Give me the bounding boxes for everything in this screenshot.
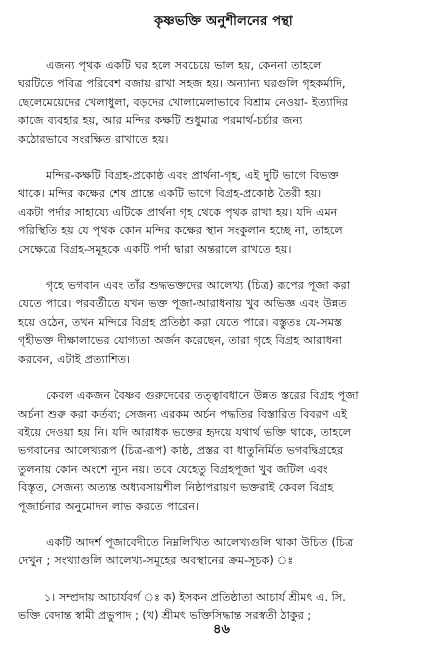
paragraph-line: হয়ে ওঠেন, তখন মন্দিরে বিগ্রহ প্রতিষ্ঠা করা যেতে পারে। বস্তুতঃ যে-সমস্ত [18, 315, 342, 329]
paragraph-line: ছেলেমেয়েদের খেলাধুলা, বড়দের খোলামেলাভাবে বিশ্রাম নেওয়া- ইত্যাদির [18, 95, 348, 109]
paragraph-ideal-altar [18, 534, 429, 571]
paragraph-line: পূজার্চনার অনুমোদন লাভ করতে পারেন। [18, 499, 200, 513]
paragraph-line: একটা পর্দার সাহায্যে এটিকে প্রার্থনা গৃহ থেকে পৃথক রাখা হয়। যদি এমন [18, 205, 338, 219]
paragraph-line: করবেন, এটাই প্রত্যাশিত। [18, 352, 131, 366]
paragraph-line: যেতে পারে। পরবর্তীতে যখন ভক্ত পূজা-আরাধনায় খুব অভিজ্ঞ এবং উন্নত [18, 297, 347, 311]
paragraph-line: দেখুন ; সংখ্যাগুলি আলেখ্য-সমূহের অবস্থানের ক্রম-সূচক) ঃ [18, 554, 294, 568]
paragraph-line: অর্চনা শুরু করা কর্তব্য; সেজন্য এরকম অর্চন পদ্ধতির বিস্তারিত বিবরণ এই [18, 407, 347, 421]
paragraph-line: পরিস্থিতি হয় যে পৃথক কোন মন্দির কক্ষের স্থান সংকুলান হচ্ছে না, তাহলে [18, 224, 343, 238]
paragraph-line: কেবল একজন বৈষ্ণব গুরুদেবের তত্ত্বাবধানে উন্নত স্তরের বিগ্রহ পূজা [46, 389, 359, 403]
paragraph-line: কঠোরভাবে সংরক্ষিত রাখাতে হয়। [18, 132, 169, 146]
paragraph-line: এজন্য পৃথক একটি ঘর হলে সবচেয়ে ভাল হয়, কেননা তাহলে [46, 59, 322, 72]
paragraph-picture-worship [18, 277, 429, 369]
paragraph-temple-room [18, 167, 429, 259]
paragraph-line: থাকে। মন্দির কক্ষের শেষ প্রান্তে একটি ভাগে বিগ্রহ-প্রকোষ্ঠ তৈরী হয়। [18, 187, 322, 201]
page-header-title: কৃষ্ণভক্তি অনুশীলনের পন্থা [154, 14, 293, 29]
paragraph-line: একটি আদর্শ পূজাবেদীতে নিম্নলিখিত আলেখ্যগুলি থাকা উচিত (চিত্র [46, 535, 354, 549]
paragraph-line: গৃহীভক্ত দীক্ষালাভের যোগ্যতা অর্জন করেছেন, তারা গৃহে বিগ্রহ আরাধনা [18, 334, 342, 348]
paragraph-line: সেক্ষেত্রে বিগ্রহ-সমূহকে একটি পর্দা দ্বারা অন্তরালে রাখতে হয়। [18, 242, 292, 256]
paragraph-deity-worship [18, 387, 429, 516]
paragraph-line: ঘরটিতে পবিত্র পরিবেশ বজায় রাখা সহজ হয়। অন্যান্য ঘরগুলি গৃহকর্মাদি, [18, 77, 346, 91]
list-item-continuation: ভক্তি বেদান্ত স্বামী প্রভুপাদ ; (খ) শ্রীমৎ ভক্তিসিদ্ধান্ত সরস্বতী ঠাকুর ; [18, 609, 312, 623]
paragraph-line: বিস্তৃত, সেজন্য অত্যন্ত অধ্যবসায়শীল নিষ্ঠাপরায়ণ ভক্তরাই কেবল বিগ্রহ [18, 481, 334, 495]
page-number: ৪৬ [213, 622, 230, 637]
paragraph-line: কাজে ব্যবহার হয়, আর মন্দির কক্ষটি শুধুমাত্র পরমার্থ-চর্চার জন্য [18, 114, 303, 128]
paragraph-separate-room [18, 57, 429, 149]
paragraph-line: তুলনায় কোন অংশে ন্যূন নয়। তবে যেহেতু বিগ্রহপূজা খুব জটিল এবং [18, 462, 328, 476]
paragraph-line: মন্দির-কক্ষটি বিগ্রহ-প্রকোষ্ঠ এবং প্রার্থনা-গৃহ, এই দুটি ভাগে বিভক্ত [46, 169, 339, 183]
paragraph-line: ভগবানের আলেখ্যরূপ (চিত্র-রূপ) কাষ্ঠ, প্রস্তর বা ধাতুনির্মিত ভগবদ্বিগ্রহের [18, 444, 344, 458]
paragraph-line: গৃহে ভগবান এবং তাঁর শুদ্ধভক্তদের আলেখ্য (চিত্র) রূপের পূজা করা [46, 279, 351, 293]
list-item: ১। সম্প্রদায় আচার্যবর্গ ঃ ক) ইসকন প্রতিষ্ঠাতা আচার্য শ্রীমৎ এ. সি. [44, 590, 346, 604]
paragraph-line: বইয়ে দেওয়া হয় নি। যদি আরাধক ভক্তের হৃদয়ে যথার্থ ভক্তি থাকে, তাহলে [18, 425, 352, 439]
